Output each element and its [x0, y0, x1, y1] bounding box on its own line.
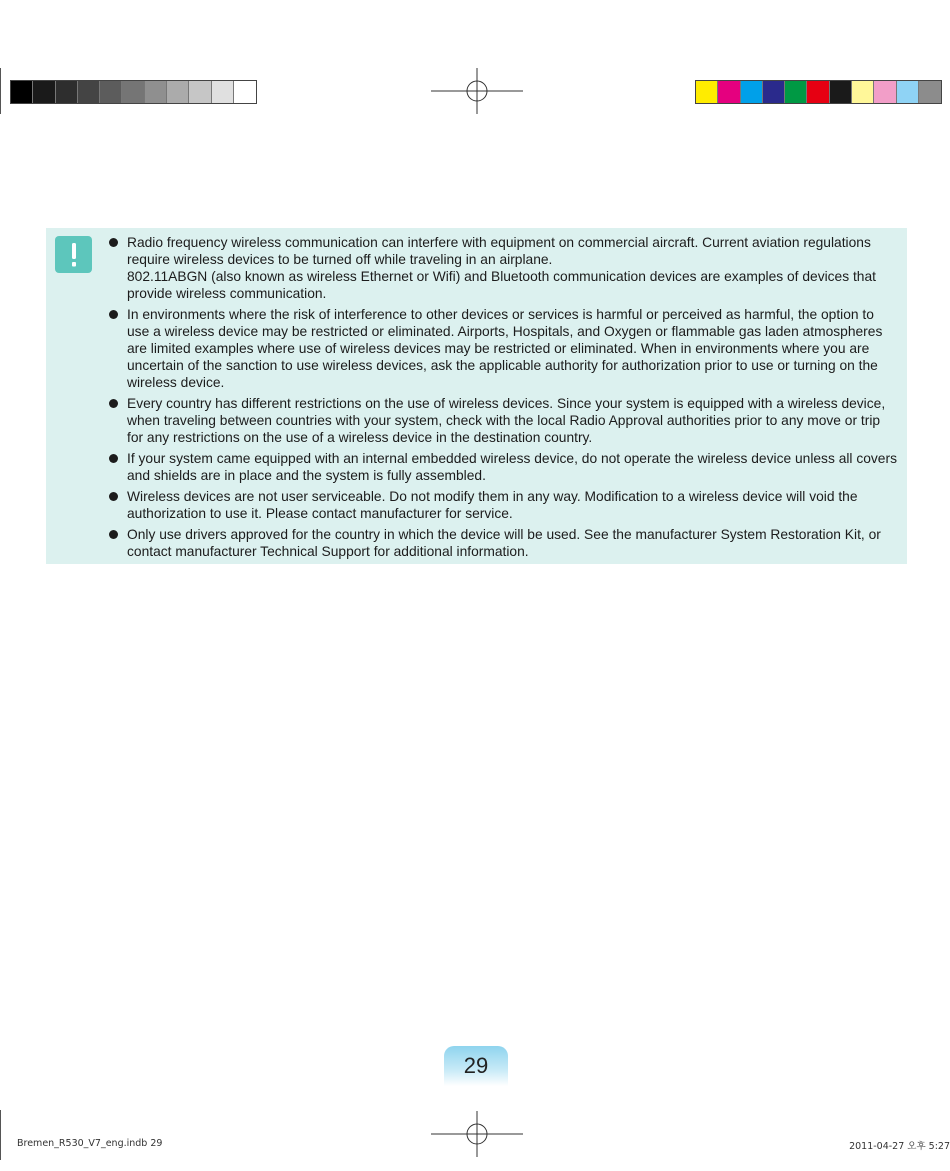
warning-item: [108, 526, 898, 560]
warning-text-line: 802.11ABGN (also known as wireless Ethernet or Wifi) and Bluetooth communication devices are examples of devices that: [127, 269, 876, 284]
warning-item: [108, 395, 898, 446]
color-swatch: [718, 81, 740, 103]
warning-text-line: Every country has different restrictions on the use of wireless devices. Since your system is equipped with a wireless device,: [127, 396, 886, 411]
warning-list: [108, 234, 898, 564]
color-calibration-strip: [695, 80, 942, 104]
gray-swatch: [189, 81, 211, 103]
warning-text-line: Radio frequency wireless communication can interfere with equipment on commercial aircraft. Current aviation regulations: [127, 235, 871, 250]
bullet-icon: [109, 310, 118, 319]
grayscale-calibration-strip: [10, 80, 257, 104]
crop-mark-top-left: [0, 68, 1, 114]
page-number: 29: [463, 1053, 489, 1078]
warning-item: [108, 306, 898, 391]
bullet-icon: [109, 399, 118, 408]
warning-text-line: If your system came equipped with an internal embedded wireless device, do not operate the wireless device unless all covers: [127, 451, 897, 466]
warning-text-line: provide wireless communication.: [127, 286, 327, 301]
color-swatch: [741, 81, 763, 103]
slug-timestamp: 2011-04-27 오후 5:27: [849, 1141, 950, 1152]
gray-swatch: [100, 81, 122, 103]
warning-text-line: wireless device.: [127, 375, 225, 390]
warning-text-line: uncertain of the sanction to use wireless devices, ask the applicable authority for authorization prior to use or turning on the: [127, 358, 878, 373]
warning-text-line: use a wireless device may be restricted or eliminated. Airports, Hospitals, and Oxygen or flammable gas laden atmospheres: [127, 324, 883, 339]
color-swatch: [919, 81, 941, 103]
warning-item: [108, 234, 898, 302]
warning-text-line: Wireless devices are not user serviceable. Do not modify them in any way. Modification to a wireless device will void the: [127, 489, 858, 504]
color-swatch: [696, 81, 718, 103]
color-swatch: [830, 81, 852, 103]
gray-swatch: [145, 81, 167, 103]
color-swatch: [874, 81, 896, 103]
gray-swatch: [33, 81, 55, 103]
gray-swatch: [167, 81, 189, 103]
warning-text-line: are limited examples where use of wireless devices may be restricted or eliminated. When in environments where you are: [127, 341, 870, 356]
gray-swatch: [56, 81, 78, 103]
gray-swatch: [11, 81, 33, 103]
warning-text-line: contact manufacturer Technical Support for additional information.: [127, 544, 529, 559]
warning-text-line: and shields are in place and the system is fully assembled.: [127, 468, 486, 483]
color-swatch: [852, 81, 874, 103]
registration-mark-top-icon: [431, 68, 523, 114]
bullet-icon: [109, 454, 118, 463]
color-swatch: [763, 81, 785, 103]
warning-text-line: In environments where the risk of interference to other devices or services is harmful or perceived as harmful, the option to: [127, 307, 874, 322]
warning-text-line: for any restrictions on the use of a wireless device in the destination country.: [127, 430, 593, 445]
bullet-icon: [109, 492, 118, 501]
color-swatch: [785, 81, 807, 103]
bullet-icon: [109, 530, 118, 539]
page-number-tab: [444, 1046, 508, 1086]
color-swatch: [897, 81, 919, 103]
gray-swatch: [122, 81, 144, 103]
exclamation-icon: [55, 236, 92, 273]
gray-swatch: [78, 81, 100, 103]
slug-file-info: Bremen_R530_V7_eng.indb 29: [17, 1138, 163, 1149]
warning-text-line: authorization to use it. Please contact manufacturer for service.: [127, 506, 513, 521]
color-swatch: [807, 81, 829, 103]
crop-mark-bottom-left: [0, 1110, 1, 1160]
warning-item: [108, 450, 898, 484]
warning-text-line: when traveling between countries with your system, check with the local Radio Approval authorities prior to any move or trip: [127, 413, 881, 428]
warning-box: [46, 228, 907, 564]
gray-swatch: [212, 81, 234, 103]
gray-swatch: [234, 81, 256, 103]
warning-text-line: Only use drivers approved for the country in which the device will be used. See the manufacturer System Restoration Kit, or: [127, 527, 881, 542]
warning-item: [108, 488, 898, 522]
warning-text-line: require wireless devices to be turned off while traveling in an airplane.: [127, 252, 553, 267]
bullet-icon: [109, 238, 118, 247]
registration-mark-bottom-icon: [431, 1111, 523, 1157]
